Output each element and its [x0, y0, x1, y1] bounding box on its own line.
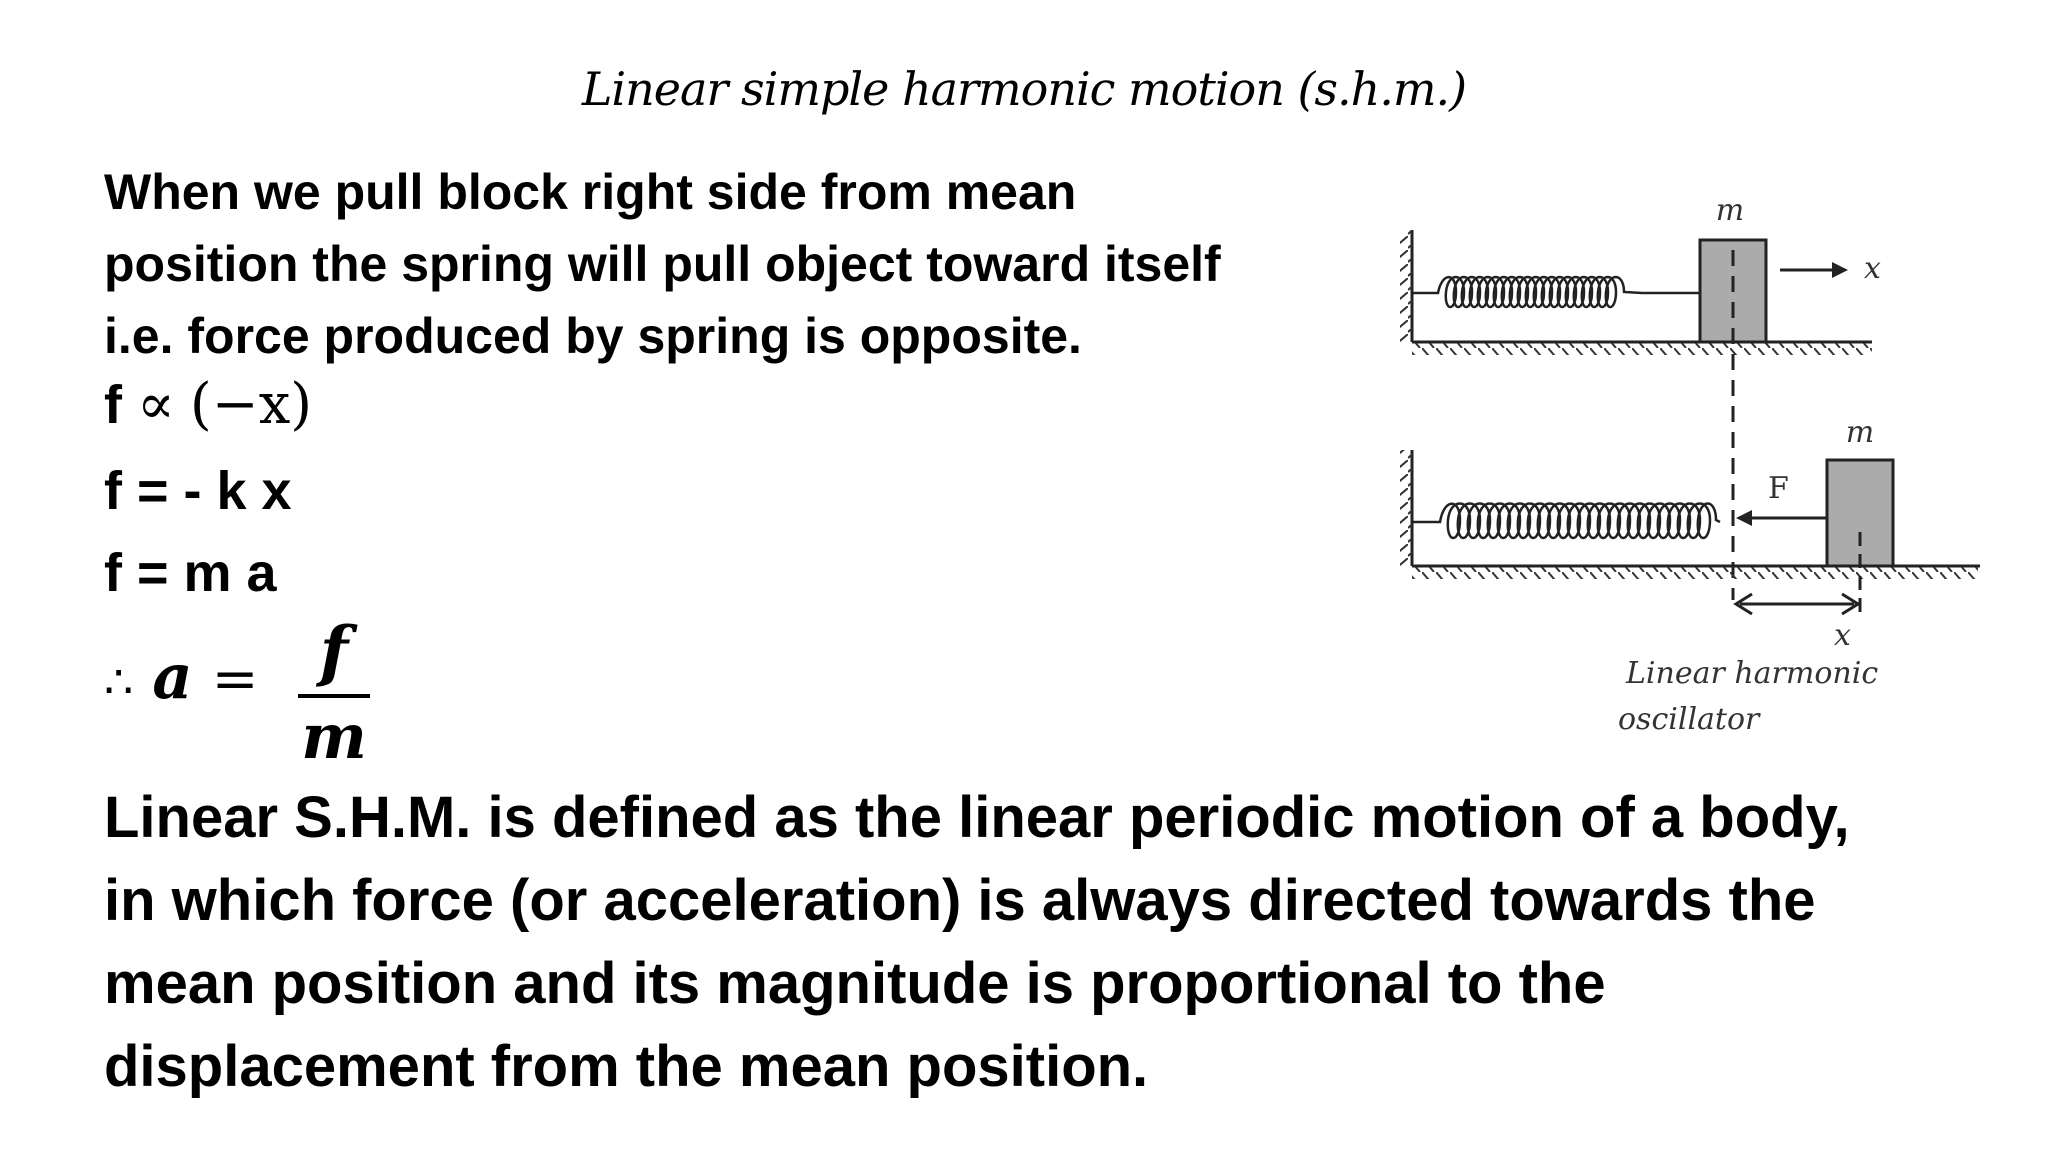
acceleration-equation	[104, 640, 259, 713]
force-label: F	[1768, 471, 1789, 506]
x-arrow-head	[1832, 262, 1848, 278]
shm-definition	[104, 776, 1984, 1108]
intro-line: position the spring will pull object toward itself	[104, 236, 1221, 292]
force-over-mass-fraction	[298, 612, 370, 772]
slide-title: Linear simple harmonic motion (s.h.m.)	[581, 62, 1467, 116]
bottom-floor-hatch	[1412, 567, 1978, 579]
force-arrow-head	[1736, 510, 1752, 526]
fraction-numerator: f	[319, 612, 349, 690]
definition-line: displacement from the mean position.	[104, 1034, 1149, 1099]
top-mass-label: m	[1715, 193, 1745, 228]
fraction-denominator: m	[301, 700, 367, 773]
newton-equation: f = m a	[104, 543, 277, 603]
therefore-symbol: ∴	[104, 655, 134, 709]
displacement-label: x	[1834, 618, 1851, 653]
top-floor-hatch	[1412, 343, 1872, 355]
proportional-symbol: ∝	[137, 372, 175, 437]
diagram-caption-line2: oscillator	[1618, 702, 1760, 737]
intro-paragraph	[104, 156, 1344, 372]
hooke-equation: f = - k x	[104, 461, 292, 521]
x-direction-label: x	[1864, 251, 1881, 286]
negative-x-expression: (−x)	[189, 372, 313, 437]
top-spring	[1412, 277, 1700, 307]
definition-line: mean position and its magnitude is proportional to the	[104, 951, 1606, 1016]
linear-harmonic-oscillator-diagram	[1380, 180, 1980, 630]
definition-line: in which force (or acceleration) is always directed towards the	[104, 868, 1816, 933]
bottom-mass-block	[1827, 460, 1893, 566]
acceleration-variable: a	[152, 640, 193, 713]
intro-line: i.e. force produced by spring is opposite.	[104, 308, 1082, 364]
intro-line: When we pull block right side from mean	[104, 164, 1077, 220]
proportionality-equation	[104, 372, 312, 437]
equals-symbol: =	[211, 647, 259, 712]
fraction-bar	[298, 694, 370, 698]
force-symbol: f	[104, 375, 122, 435]
top-wall-hatch	[1400, 230, 1412, 342]
bottom-mass-label: m	[1845, 415, 1875, 450]
bottom-oscillator	[1400, 415, 1980, 614]
bottom-spring	[1412, 504, 1720, 539]
diagram-caption-line1: Linear harmonic	[1626, 656, 1879, 691]
bottom-wall-hatch	[1400, 450, 1412, 566]
definition-line: Linear S.H.M. is defined as the linear periodic motion of a body,	[104, 785, 1850, 850]
